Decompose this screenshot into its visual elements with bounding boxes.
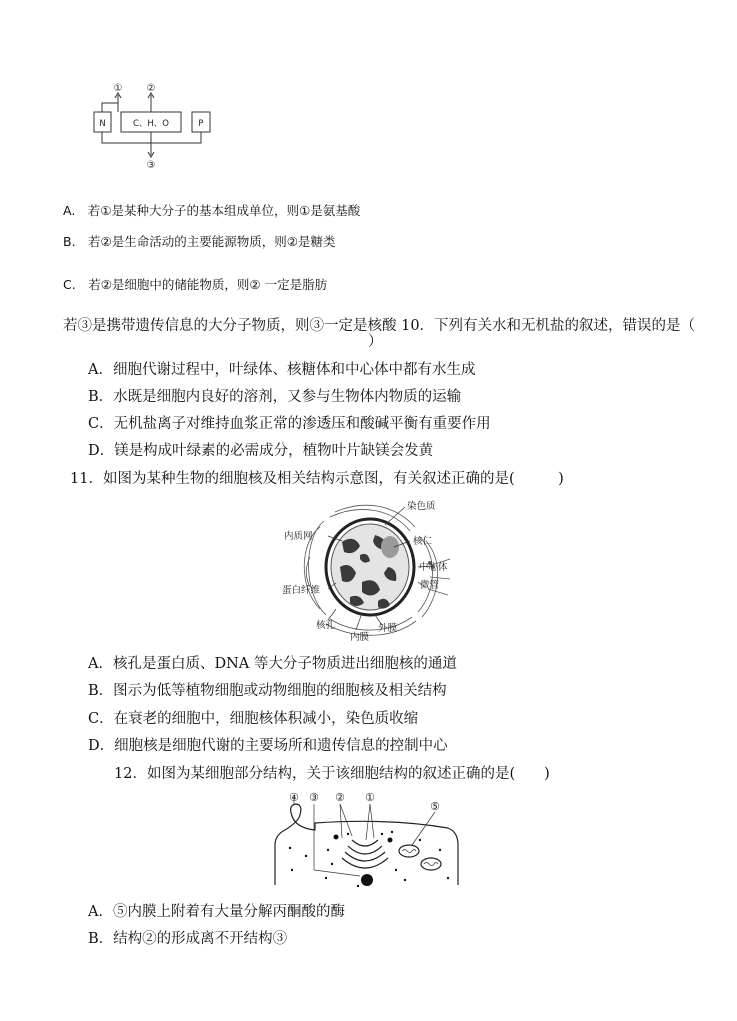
q12-option-b: B．结构②的形成离不开结构③ bbox=[88, 931, 288, 947]
q9-option-b: B. 若②是生命活动的主要能源物质，则②是糖类 bbox=[63, 234, 336, 249]
box-cho-label: C、H、O bbox=[132, 119, 170, 129]
label-nuclear-pore: 核孔 bbox=[316, 620, 336, 631]
q10-option-d: D．镁是构成叶绿素的必需成分，植物叶片缺镁会发黄 bbox=[88, 443, 434, 459]
label-microtubule: 微管 bbox=[420, 580, 440, 591]
label-3: ③ bbox=[309, 791, 319, 804]
q11-stem: 11．如图为某种生物的细胞核及相关结构示意图，有关叙述正确的是( ) bbox=[70, 471, 564, 487]
q10-stem-close: ） bbox=[368, 334, 383, 350]
label-protein-fiber: 蛋白纤维 bbox=[282, 585, 321, 596]
label-2: ② bbox=[146, 83, 156, 94]
q9-option-d-q10-stem: 若③是携带遗传信息的大分子物质，则③一定是核酸 10．下列有关水和无机盐的叙述，错误的是（ bbox=[63, 318, 696, 334]
label-1: ① bbox=[113, 83, 123, 94]
label-inner-membrane: 内膜 bbox=[350, 632, 370, 642]
label-3: ③ bbox=[146, 160, 156, 171]
label-5: ⑤ bbox=[430, 800, 440, 813]
label-1: ① bbox=[365, 791, 375, 804]
label-4: ④ bbox=[289, 791, 299, 804]
q11-option-a: A．核孔是蛋白质、DNA 等大分子物质进出细胞核的通道 bbox=[88, 656, 457, 672]
q10-option-c: C．无机盐离子对维持血浆正常的渗透压和酸碱平衡有重要作用 bbox=[88, 416, 491, 432]
label-outer-membrane: 外膜 bbox=[378, 623, 398, 634]
q9-option-a: A. 若①是某种大分子的基本组成单位，则①是氨基酸 bbox=[63, 203, 361, 218]
q11-option-c: C．在衰老的细胞中，细胞核体积减小，染色质收缩 bbox=[88, 711, 419, 727]
nucleus-figure bbox=[280, 497, 460, 642]
label-nucleolus: 核仁 bbox=[413, 536, 433, 547]
label-2: ② bbox=[335, 791, 345, 804]
q10-option-b: B．水既是细胞内良好的溶剂，又参与生物体内物质的运输 bbox=[88, 389, 462, 405]
label-chromatin: 染色质 bbox=[407, 501, 436, 512]
q12-stem: 12．如图为某细胞部分结构，关于该细胞结构的叙述正确的是( ) bbox=[114, 766, 550, 782]
nucleolus bbox=[381, 536, 399, 558]
q11-option-b: B．图示为低等植物细胞或动物细胞的细胞核及相关结构 bbox=[88, 683, 447, 699]
q9-option-c: C. 若②是细胞中的储能物质，则② 一定是脂肪 bbox=[63, 277, 328, 292]
q10-option-a: A．细胞代谢过程中，叶绿体、核糖体和中心体中都有水生成 bbox=[88, 362, 476, 378]
q12-option-a: A．⑤内膜上附着有大量分解丙酮酸的酶 bbox=[88, 904, 345, 920]
q11-option-d: D．细胞核是细胞代谢的主要场所和遗传信息的控制中心 bbox=[88, 738, 448, 754]
box-n-label: N bbox=[99, 119, 106, 129]
elements-diagram bbox=[80, 75, 230, 175]
label-er: 内质网 bbox=[284, 531, 313, 542]
box-p-label: P bbox=[198, 119, 204, 129]
cell-structure-figure bbox=[270, 790, 465, 890]
label-centrosome: 中心体 bbox=[419, 562, 448, 573]
